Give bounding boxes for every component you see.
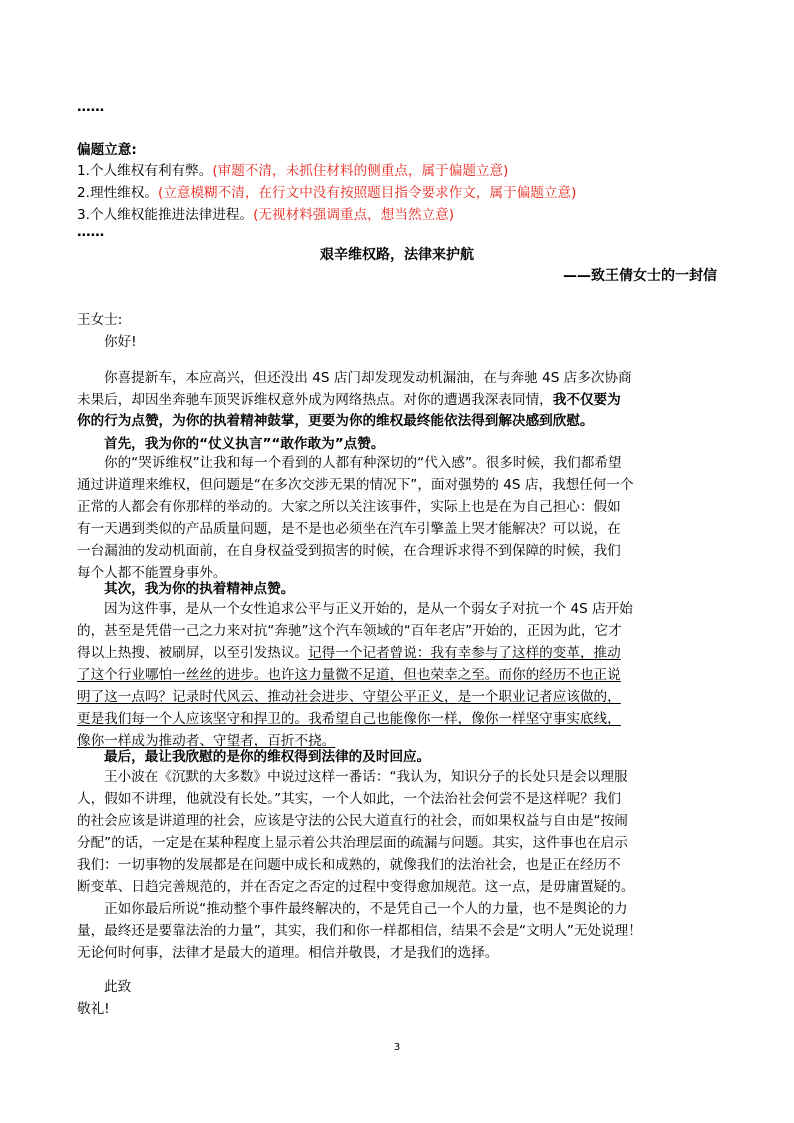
heading-second: 其次，我为你的执着精神点赞。 <box>104 581 295 597</box>
p3-line: 明了这一点吗？记录时代风云、推动社会进步、守望公平正义，是一个职业记者应该做的， <box>77 689 621 705</box>
closing-ci-zhi: 此致 <box>104 979 132 995</box>
item-comment: (审题不清，未抓住材料的侧重点，属于偏题立意) <box>212 163 509 179</box>
p5-line: 量，最终还是要靠法治的力量”，其实，我们和你一样都相信，结果不会是“文明人”无处说理！ <box>77 923 642 939</box>
salutation: 王女士: <box>77 312 123 328</box>
p1-line <box>77 390 717 410</box>
item-1 <box>77 159 508 179</box>
p1-text: 未果后，却因坐奔驰车顶哭诉维权意外成为网络热点。对你的遭遇我深表同情， <box>77 392 553 408</box>
p1-line: 你的行为点赞，为你的执着精神鼓掌，更要为你的维权最终能依法得到解决感到欣慰。 <box>77 413 594 429</box>
section-heading: 偏题立意: <box>77 142 137 158</box>
p4-line: 王小波在《沉默的大多数》中说过这样一番话：“我认为，知识分子的长处只是会以理服 <box>104 769 628 785</box>
greeting: 你好! <box>104 334 137 350</box>
p1-bold: 我不仅要为 <box>552 392 621 408</box>
p4-line: 分配”的话，一定是在某种程度上显示着公共治理层面的疏漏与问题。其实，这件事也在启示 <box>77 835 628 851</box>
ellipsis-mid: …… <box>77 224 105 240</box>
item-comment: (立意模糊不清，在行文中没有按照题目指令要求作文，属于偏题立意) <box>157 185 577 201</box>
p2-line: 每个人都不能置身事外。 <box>77 565 227 581</box>
closing-jing-li: 敬礼! <box>77 1001 110 1017</box>
p2-line: 正常的人都会有你那样的举动的。大家之所以关注该事件，实际上也是在为自己担心：假如 <box>77 499 621 515</box>
p5-line: 无论何时何事，法律才是最大的道理。相信并敬畏，才是我们的选择。 <box>77 945 499 961</box>
p2-line: 通过讲道理来维权，但问题是“在多次交涉无果的情况下”，面对强势的 4S 店，我想任何一个 <box>77 477 634 493</box>
item-text: 1.个人维权有利有弊。 <box>77 163 213 179</box>
heading-third: 最后，最让我欣慰的是你的维权得到法律的及时回应。 <box>104 749 431 765</box>
page-number: 3 <box>393 1042 401 1053</box>
p4-line: 的社会应该是讲道理的社会，应该是守法的公民大道直行的社会，而如果权益与自由是“按闹 <box>77 813 628 829</box>
p3-line <box>77 643 717 663</box>
heading-first: 首先，我为你的“仗义执言”“敢作敢为”点赞。 <box>104 436 385 452</box>
item-text: 3.个人维权能推进法律进程。 <box>77 207 254 223</box>
p2-line: 一台漏油的发动机面前，在自身权益受到损害的时候，在合理诉求得不到保障的时候，我们 <box>77 543 621 559</box>
item-3 <box>77 203 454 223</box>
p3-line: 像你一样成为推动者、守望者，百折不挠。 <box>77 733 336 749</box>
p3-underlined: 记得一个记者曾说：我有幸参与了这样的变革，推动 <box>308 645 621 661</box>
p3-line: 因为这件事，是从一个女性追求公平与正义开始的，是从一个弱女子对抗一个 4S 店开始 <box>104 601 633 617</box>
p4-line: 断变革、日趋完善规范的，并在否定之否定的过程中变得愈加规范。这一点，是毋庸置疑的。 <box>77 879 635 895</box>
p3-line: 了这个行业哪怕一丝丝的进步。也许这力量微不足道，但也荣幸之至。而你的经历不也正说 <box>77 667 621 683</box>
p1-line: 你喜提新车，本应高兴，但还没出 4S 店门却发现发动机漏油，在与奔驰 4S 店多次协商 <box>104 370 632 386</box>
p3-line: 更是我们每一个人应该坚守和捍卫的。我希望自己也能像你一样，像你一样坚守事实底线， <box>77 711 621 727</box>
p2-line: 你的“哭诉维权”让我和每一个看到的人都有种深切的“代入感”。很多时候，我们都希望 <box>104 455 622 471</box>
item-2 <box>77 181 576 201</box>
item-text: 2.理性维权。 <box>77 185 158 201</box>
p4-line: 人，假如不讲理，他就没有长处。”其实，一个人如此，一个法治社会何尝不是这样呢？我们 <box>77 791 621 807</box>
ellipsis-top: …… <box>77 99 105 115</box>
item-comment: (无视材料强调重点，想当然立意) <box>253 207 455 223</box>
essay-subtitle: ——致王倩女士的一封信 <box>563 268 717 284</box>
p3-text: 得以上热搜、被刷屏，以至引发热议。 <box>77 645 309 661</box>
essay-title: 艰辛维权路，法律来护航 <box>320 247 474 263</box>
p3-line: 的，甚至是凭借一己之力来对抗“奔驰”这个汽车领域的“百年老店”开始的，正因为此，它才 <box>77 623 622 639</box>
p2-line: 有一天遇到类似的产品质量问题，是不是也必须坐在汽车引擎盖上哭才能解决？可以说，在 <box>77 521 621 537</box>
p4-line: 我们：一切事物的发展都是在问题中成长和成熟的，就像我们的法治社会，也是正在经历不 <box>77 857 621 873</box>
p5-line: 正如你最后所说“推动整个事件最终解决的，不是凭自己一个人的力量，也不是舆论的力 <box>104 901 628 917</box>
